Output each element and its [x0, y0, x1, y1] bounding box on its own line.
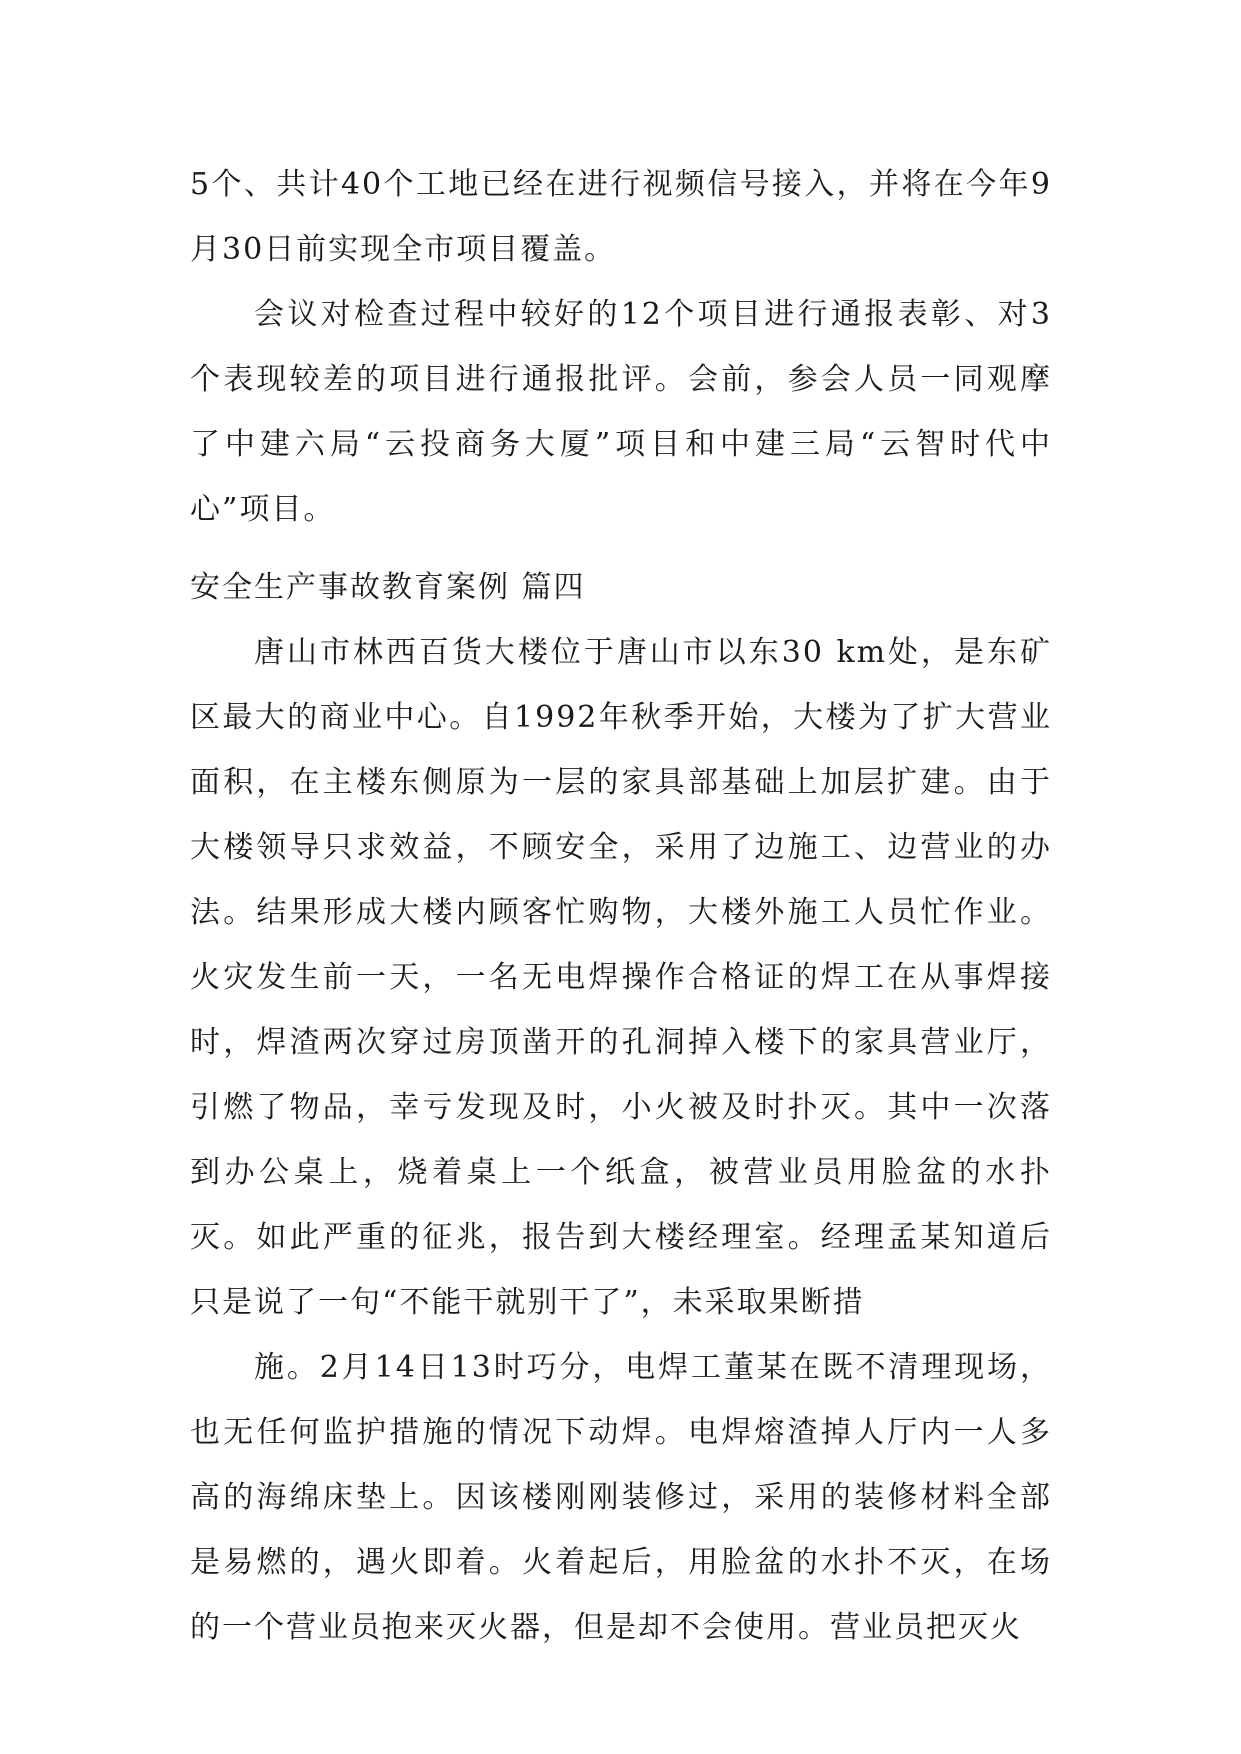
continuation-paragraph: 5个、共计40个工地已经在进行视频信号接入，并将在今年9月30日前实现全市项目覆盖。	[190, 167, 1052, 267]
meeting-paragraph: 会议对检查过程中较好的12个项目进行通报表彰、对3个表现较差的项目进行通报批评。会前，参会人员一同观摩了中建六局“云投商务大厦”项目和中建三局“云智时代中心”项目。	[190, 297, 1052, 527]
case-paragraph-2: 施。2月14日13时巧分，电焊工董某在既不清理现场，也无任何监护措施的情况下动焊。电焊熔渣掉人厅内一人多高的海绵床垫上。因该楼刚刚装修过，采用的装修材料全部是易燃的，遇火即着。火着起后，用脸盆的水扑不灭，在场的一个营业员抱来灭火器，但是却不会使用。营业员把灭火	[190, 1350, 1052, 1645]
section-heading: 安全生产事故教育案例 篇四	[190, 570, 586, 605]
case-paragraph-1: 唐山市林西百货大楼位于唐山市以东30 km处，是东矿区最大的商业中心。自1992年秋季开始，大楼为了扩大营业面积，在主楼东侧原为一层的家具部基础上加层扩建。由于大楼领导只求效益，不顾安全，采用了边施工、边营业的办法。结果形成大楼内顾客忙购物，大楼外施工人员忙作业。火灾发生前一天，一名无电焊操作合格证的焊工在从事焊接时，焊渣两次穿过房顶凿开的孔洞掉入楼下的家具营业厅，引燃了物品，幸亏发现及时，小火被及时扑灭。其中一次落到办公桌上，烧着桌上一个纸盒，被营业员用脸盆的水扑灭。如此严重的征兆，报告到大楼经理室。经理孟某知道后只是说了一句“不能干就别干了”，未采取果断措	[190, 635, 1052, 1320]
case-section	[190, 555, 1052, 1660]
intro-text-block	[190, 152, 1052, 542]
